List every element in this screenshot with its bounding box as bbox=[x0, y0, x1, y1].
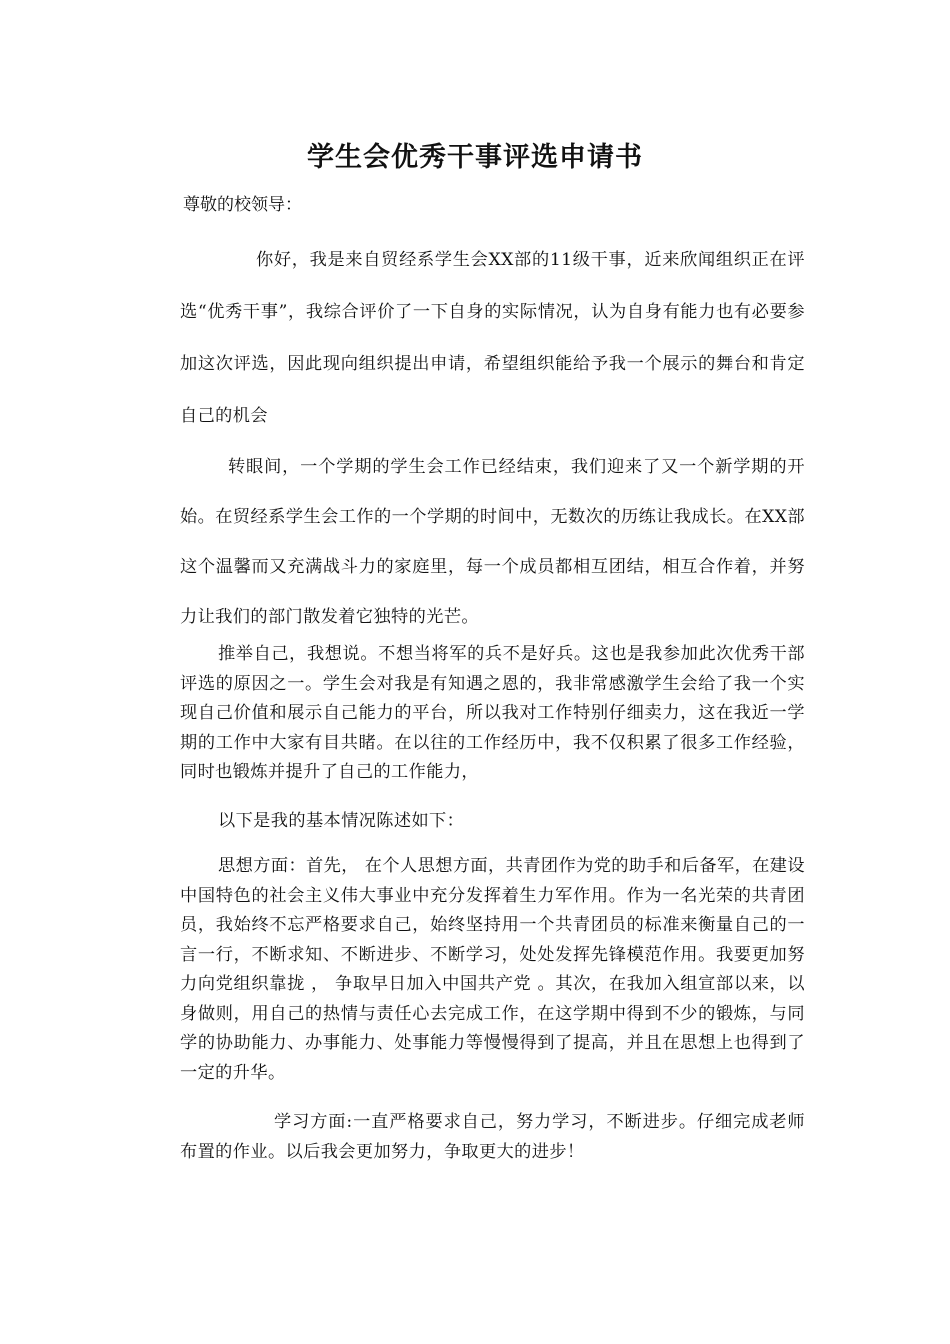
paragraph-study: 学习方面:一直严格要求自己，努力学习，不断进步。仔细完成老师布置的作业。以后我会更加努力，争取更大的进步！ bbox=[180, 1112, 805, 1162]
document-title: 学生会优秀干事评选申请书 bbox=[307, 142, 643, 173]
salutation: 尊敬的校领导： bbox=[183, 195, 302, 215]
paragraph-introduction: 你好，我是来自贸经系学生会XX部的11级干事，近来欣闻组织正在评选“优秀干事”，我综合评价了一下自身的实际情况，认为自身有能力也有必要参加这次评选，因此现向组织提出申请，希望组织能给予我一个展示的舞台和肯定自己的机会 bbox=[180, 250, 805, 426]
paragraph-semester-review: 转眼间，一个学期的学生会工作已经结束，我们迎来了又一个新学期的开始。在贸经系学生会工作的一个学期的时间中，无数次的历练让我成长。在XX部这个温馨而又充满战斗力的家庭里，每一个成员都相互团结，相互合作着，并努力让我们的部门散发着它独特的光芒。 bbox=[180, 457, 805, 627]
paragraph-basic-info-intro: 以下是我的基本情况陈述如下： bbox=[218, 811, 465, 831]
paragraph-ideology: 思想方面：首先， 在个人思想方面，共青团作为党的助手和后备军，在建设中国特色的社会主义伟大事业中充分发挥着生力军作用。作为一名光荣的共青团员，我始终不忘严格要求自己，始终坚持用一个共青团员的标准来衡量自己的一言一行，不断求知、不断进步、不断学习，处处发挥先锋模范作用。我要更加努力向党组织靠拢 ， 争取早日加入中国共产党 。其次，在我加入组宣部以来，以身做则，用自己的热情与责任心去完成工作，在这学期中得到不少的锻炼，与同学的协助能力、办事能力、处事能力等慢慢得到了提高，并且在思想上也得到了一定的升华。 bbox=[180, 856, 805, 1083]
paragraph-self-recommendation: 推举自己，我想说。不想当将军的兵不是好兵。这也是我参加此次优秀干部评选的原因之一。学生会对我是有知遇之恩的，我非常感激学生会给了我一个实现自己价值和展示自己能力的平台，所以我对工作特别仔细卖力，这在我近一学期的工作中大家有目共睹。在以往的工作经历中，我不仅积累了很多工作经验，同时也锻炼并提升了自己的工作能力， bbox=[180, 644, 805, 782]
